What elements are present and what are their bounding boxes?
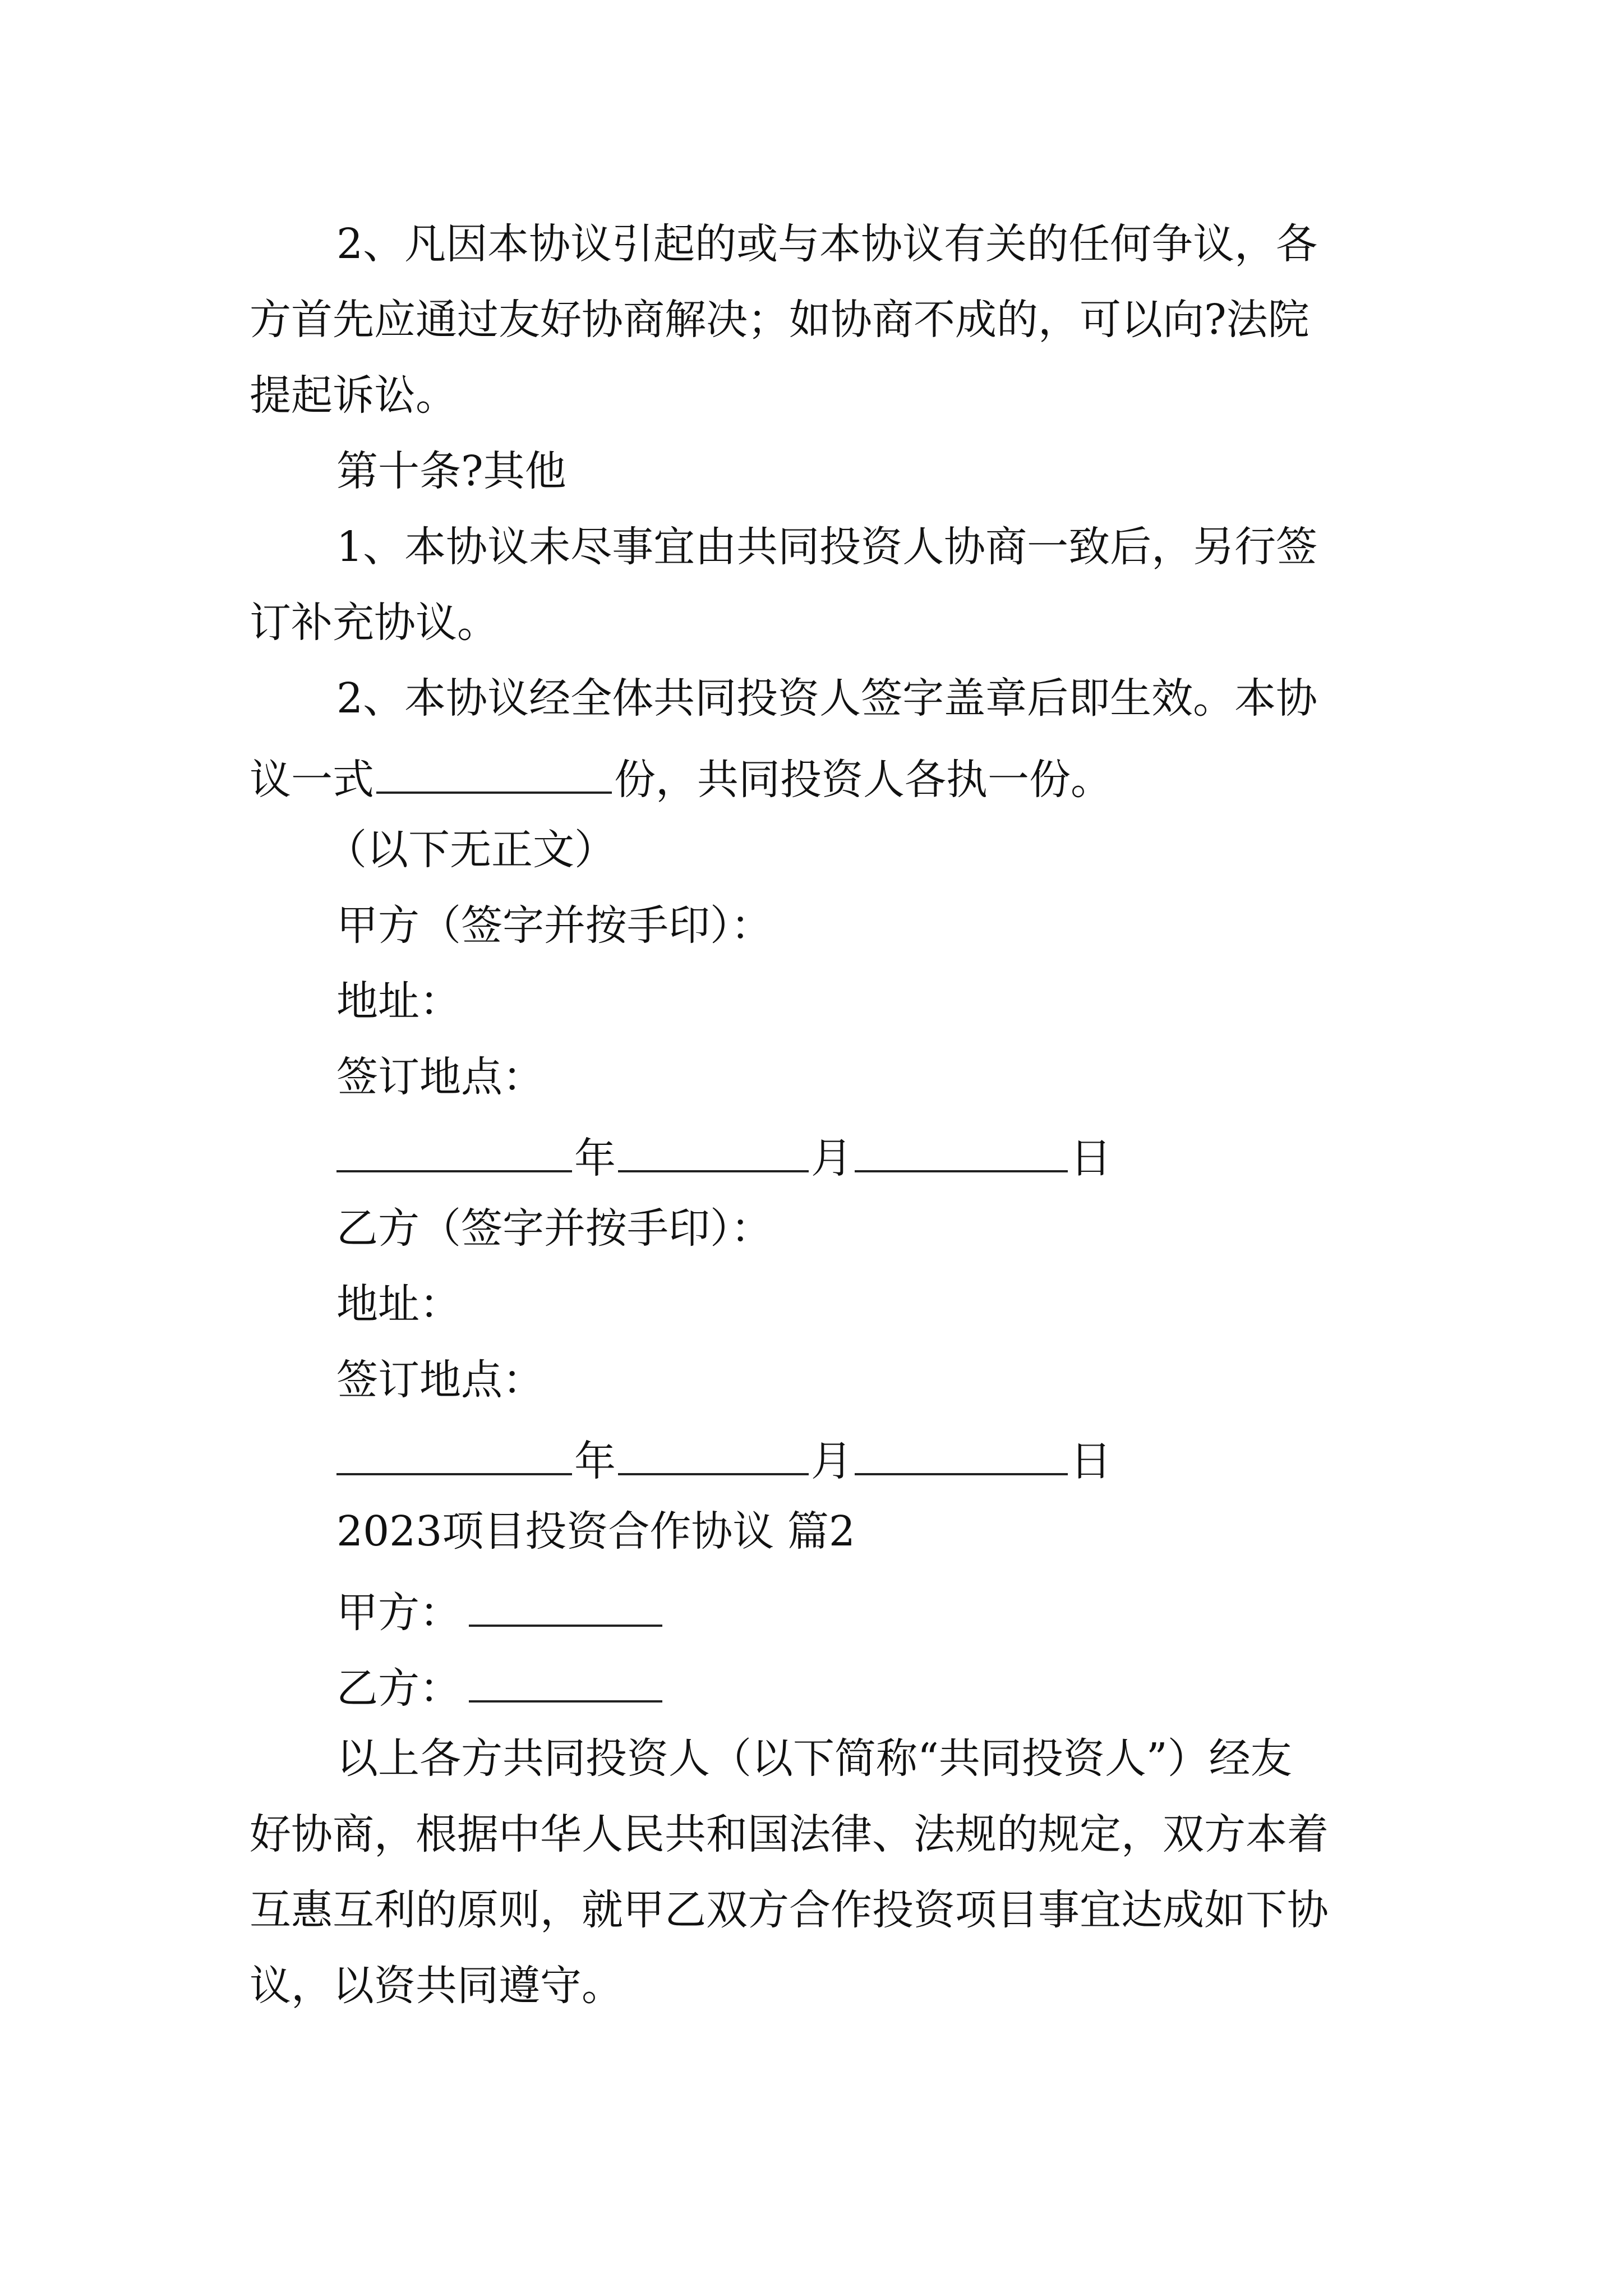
agreement-2-intro-line-4: 议，以资共同遵守。	[250, 1962, 623, 2010]
dispute-clause-line-2: 方首先应通过友好协商解决；如协商不成的，可以向?法院	[250, 296, 1310, 344]
copies-count-blank[interactable]	[376, 753, 612, 794]
party-a-signature-label: 甲方（签字并按手印）：	[336, 901, 772, 950]
agreement-2-intro-line-1: 以上各方共同投资人（以下简称“共同投资人”）经友	[336, 1734, 1292, 1783]
party-b-sign-place-label: 签订地点：	[336, 1356, 544, 1404]
party-b-year-blank[interactable]	[336, 1435, 572, 1475]
copies-suffix: 份，共同投资人各执一份。	[614, 756, 1112, 804]
article-10-item-1-line-2: 订补充协议。	[250, 599, 499, 647]
agreement-2-party-a-line	[336, 1586, 665, 1637]
article-10-title: 第十条?其他	[336, 447, 566, 495]
agreement-2-party-b-blank[interactable]	[469, 1662, 662, 1703]
agreement-2-party-b-label: 乙方：	[336, 1664, 461, 1713]
article-10-item-1-line-1: 1、本协议未尽事宜由共同投资人协商一致后，另行签	[336, 523, 1318, 571]
party-a-day-blank[interactable]	[855, 1132, 1068, 1172]
party-b-day-label: 日	[1070, 1437, 1112, 1485]
party-a-sign-place-label: 签订地点：	[336, 1053, 544, 1101]
party-a-address-label: 地址：	[336, 977, 461, 1025]
party-b-day-blank[interactable]	[855, 1435, 1068, 1475]
party-b-month-label: 月	[811, 1437, 852, 1485]
party-a-year-blank[interactable]	[336, 1132, 572, 1172]
party-a-month-label: 月	[811, 1134, 852, 1182]
agreement-2-party-a-blank[interactable]	[469, 1586, 662, 1627]
article-10-item-2-line-1: 2、本协议经全体共同投资人签字盖章后即生效。本协	[336, 674, 1318, 723]
party-b-address-label: 地址：	[336, 1280, 461, 1328]
party-b-signature-label: 乙方（签字并按手印）：	[336, 1204, 772, 1253]
agreement-2-intro-line-2: 好协商，根据中华人民共和国法律、法规的规定，双方本着	[250, 1810, 1329, 1858]
agreement-2-party-a-label: 甲方：	[336, 1589, 461, 1637]
dispute-clause-line-1: 2、凡因本协议引起的或与本协议有关的任何争议，各	[336, 220, 1318, 268]
no-more-text-note: （以下无正文）	[325, 826, 616, 874]
party-b-year-label: 年	[574, 1437, 616, 1485]
party-a-year-label: 年	[574, 1134, 616, 1182]
party-a-day-label: 日	[1070, 1134, 1112, 1182]
copies-prefix: 议一式	[250, 756, 374, 804]
party-a-month-blank[interactable]	[618, 1132, 809, 1172]
party-b-date-line	[336, 1435, 1112, 1485]
agreement-2-title: 2023项目投资合作协议 篇2	[336, 1507, 855, 1556]
agreement-2-party-b-line	[336, 1662, 665, 1713]
party-a-date-line	[336, 1132, 1112, 1182]
party-b-month-blank[interactable]	[618, 1435, 809, 1475]
article-10-item-2-line-2	[250, 753, 1112, 804]
agreement-2-intro-line-3: 互惠互利的原则，就甲乙双方合作投资项目事宜达成如下协	[250, 1886, 1329, 1934]
dispute-clause-line-3: 提起诉讼。	[250, 371, 457, 420]
